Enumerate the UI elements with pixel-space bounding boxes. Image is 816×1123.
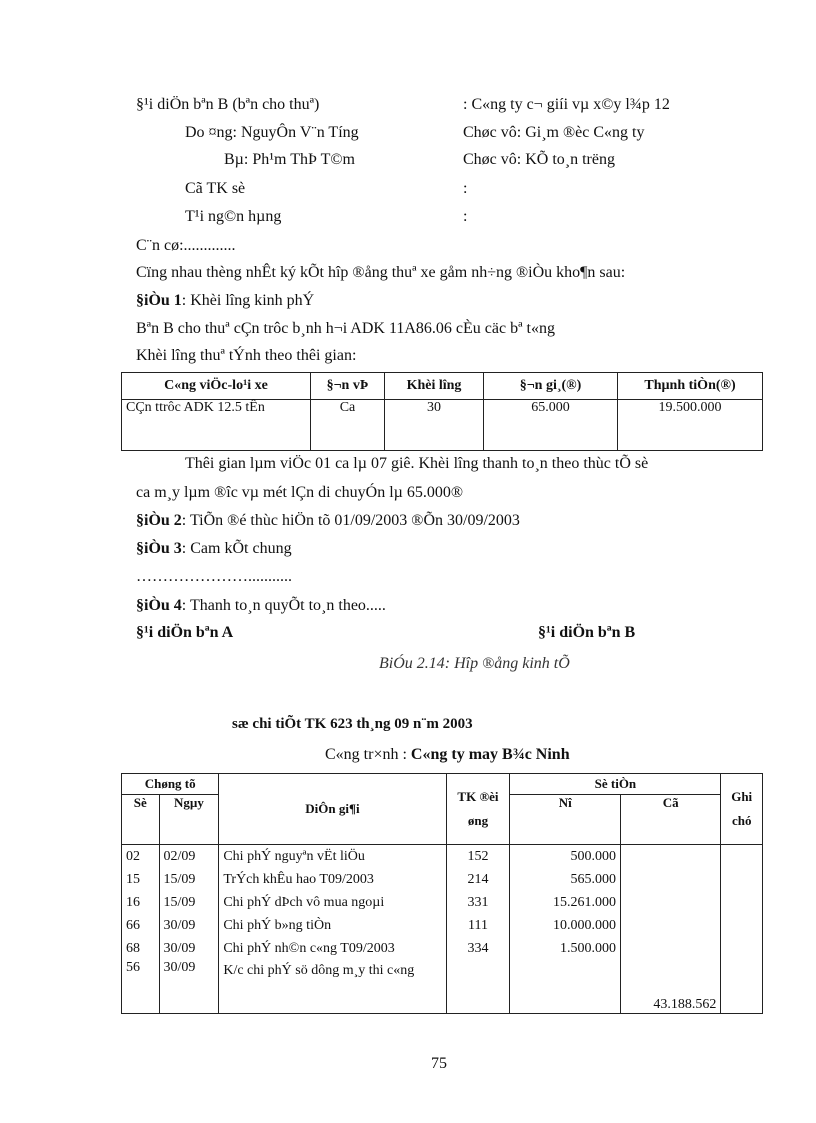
t2-header-description: DiÔn gi¶i [219,774,446,845]
page-number: 75 [431,1055,447,1072]
t2-tk [446,960,510,1014]
works-label: C«ng tr×nh : [325,746,411,763]
article-1-text: : Khèi lîng kinh phÝ [181,292,315,309]
t2-header-credit: Cã [620,795,720,845]
table-row [122,845,763,868]
article-3-title: §iÒu 3 [136,540,182,557]
t1-header-unit: §¬n vÞ [311,373,385,400]
t2-tk: 152 [446,845,510,868]
table-row [122,960,763,1014]
article-1-line2: Bªn B cho thuª cÇn trôc b¸nh h¬i ADK 11A86.06 cÈu cäc bª t«ng [136,320,555,337]
article-1 [136,292,314,310]
t2-co [620,937,720,960]
t2-header-voucher: Chøng tõ [122,774,219,795]
tk-value: : [463,180,468,197]
t2-ngay: 15/09 [159,891,219,914]
t2-no: 1.500.000 [510,937,621,960]
bank-label: T¹i ng©n hµng [185,208,282,225]
t2-no: 500.000 [510,845,621,868]
t2-header-amount: Sè tiÒn [510,774,721,795]
table-row [122,891,763,914]
tk-label: Cã TK sè [185,180,246,197]
t2-so: 15 [122,868,160,891]
t2-header-date: Ngµy [159,795,219,845]
t2-so: 56 [122,960,160,1014]
t2-no: 15.261.000 [510,891,621,914]
table-row [122,868,763,891]
t2-dg: Chi phÝ nh©n c«ng T09/2003 [219,937,446,960]
article-3 [136,540,292,558]
article-1-line3: Khèi lîng thuª tÝnh theo thêi gian: [136,347,357,364]
t2-co [620,845,720,868]
rental-table [121,372,763,451]
rep-director-name: Do ¤ng: NguyÔn V¨n Tíng [185,124,359,141]
t1-header-qty: Khèi lîng [385,373,484,400]
can-cu-line: C¨n cø:............. [136,237,236,254]
t2-co [620,868,720,891]
t2-note [721,937,763,960]
t2-tk: 334 [446,937,510,960]
article-4-text: : Thanh to¸n quyÕt to¸n theo..... [181,597,386,614]
t2-tk: 214 [446,868,510,891]
article-2-title: §iÒu 2 [136,512,182,529]
t2-header-account: TK ®èi øng [446,774,510,845]
t1-cell-unit: Ca [311,400,385,451]
after-table-line2: ca m¸y lµm ®îc vµ mét lÇn di chuyÓn lµ 65.000® [136,484,464,501]
t1-cell-job: CÇn ttrôc ADK 12.5 tÊn [122,400,311,451]
t2-so: 02 [122,845,160,868]
t2-ngay: 30/09 [159,960,219,1014]
t2-co: 43.188.562 [620,960,720,1014]
bank-value: : [463,208,468,225]
t2-dg: Chi phÝ dÞch vô mua ngoµi [219,891,446,914]
t2-note [721,868,763,891]
article-3-text: : Cam kÕt chung [181,540,292,557]
t1-header-price: §¬n gi¸(®) [484,373,618,400]
dots-line: …………………........... [136,568,292,585]
rep-b-label: §¹i diÖn bªn B (bªn cho thuª) [136,96,320,113]
t2-co [620,914,720,937]
t2-ngay: 15/09 [159,868,219,891]
t1-cell-qty: 30 [385,400,484,451]
table-row [122,914,763,937]
ledger-title: sæ chi tiÕt TK 623 th¸ng 09 n¨m 2003 [232,716,473,732]
t2-header-number: Sè [122,795,160,845]
t2-tk: 111 [446,914,510,937]
agreement-line: Cïng nhau thèng nhÊt ký kÕt hîp ®ång thuª xe gåm nh÷ng ®iÒu kho¶n sau: [136,264,626,281]
t2-dg: TrÝch khÊu hao T09/2003 [219,868,446,891]
rep-accountant-role: Chøc vô: KÕ to¸n trëng [463,151,615,168]
t2-ngay: 30/09 [159,914,219,937]
article-4 [136,597,386,615]
after-table-line1: Thêi gian lµm viÖc 01 ca lµ 07 giê. Khèi lîng thanh to¸n theo thùc tÕ sè [185,455,649,472]
t2-ngay: 02/09 [159,845,219,868]
signature-b: §¹i diÖn bªn B [538,624,636,641]
article-2 [136,512,520,530]
t2-dg: Chi phÝ nguyªn vËt liÖu [219,845,446,868]
t2-note [721,891,763,914]
t2-tk: 331 [446,891,510,914]
ledger-table [121,773,763,1014]
figure-caption: BiÓu 2.14: Hîp ®ång kinh tÕ [379,655,570,672]
t2-co [620,891,720,914]
t2-no: 565.000 [510,868,621,891]
t2-no: 10.000.000 [510,914,621,937]
t1-header-job: C«ng viÖc-lo¹i xe [122,373,311,400]
t2-so: 66 [122,914,160,937]
t2-note [721,845,763,868]
signature-a: §¹i diÖn bªn A [136,624,234,641]
t2-dg: K/c chi phÝ sö dông m¸y thi c«ng [219,960,446,1014]
t1-cell-price: 65.000 [484,400,618,451]
article-2-text: : TiÕn ®é thùc hiÖn tõ 01/09/2003 ®Õn 30/09/2003 [181,512,520,529]
t2-header-note: Ghi chó [721,774,763,845]
t2-dg: Chi phÝ b»ng tiÒn [219,914,446,937]
t2-ngay: 30/09 [159,937,219,960]
rep-accountant-name: Bµ: Ph¹m ThÞ T©m [224,151,355,168]
rep-b-value: : C«ng ty c¬ giíi vµ x©y l¾p 12 [463,96,670,113]
t1-cell-amount: 19.500.000 [618,400,763,451]
t2-so: 16 [122,891,160,914]
rep-director-role: Chøc vô: Gi¸m ®èc C«ng ty [463,124,645,141]
t2-note [721,914,763,937]
article-4-title: §iÒu 4 [136,597,182,614]
article-1-title: §iÒu 1 [136,292,182,309]
t2-no [510,960,621,1014]
t1-header-amount: Thµnh tiÒn(®) [618,373,763,400]
works-value: C«ng ty may B¾c Ninh [410,746,570,763]
t2-header-debit: Nî [510,795,621,845]
works-line [325,746,570,764]
t2-so: 68 [122,937,160,960]
table-row [122,937,763,960]
t2-note [721,960,763,1014]
table-row [122,400,763,451]
